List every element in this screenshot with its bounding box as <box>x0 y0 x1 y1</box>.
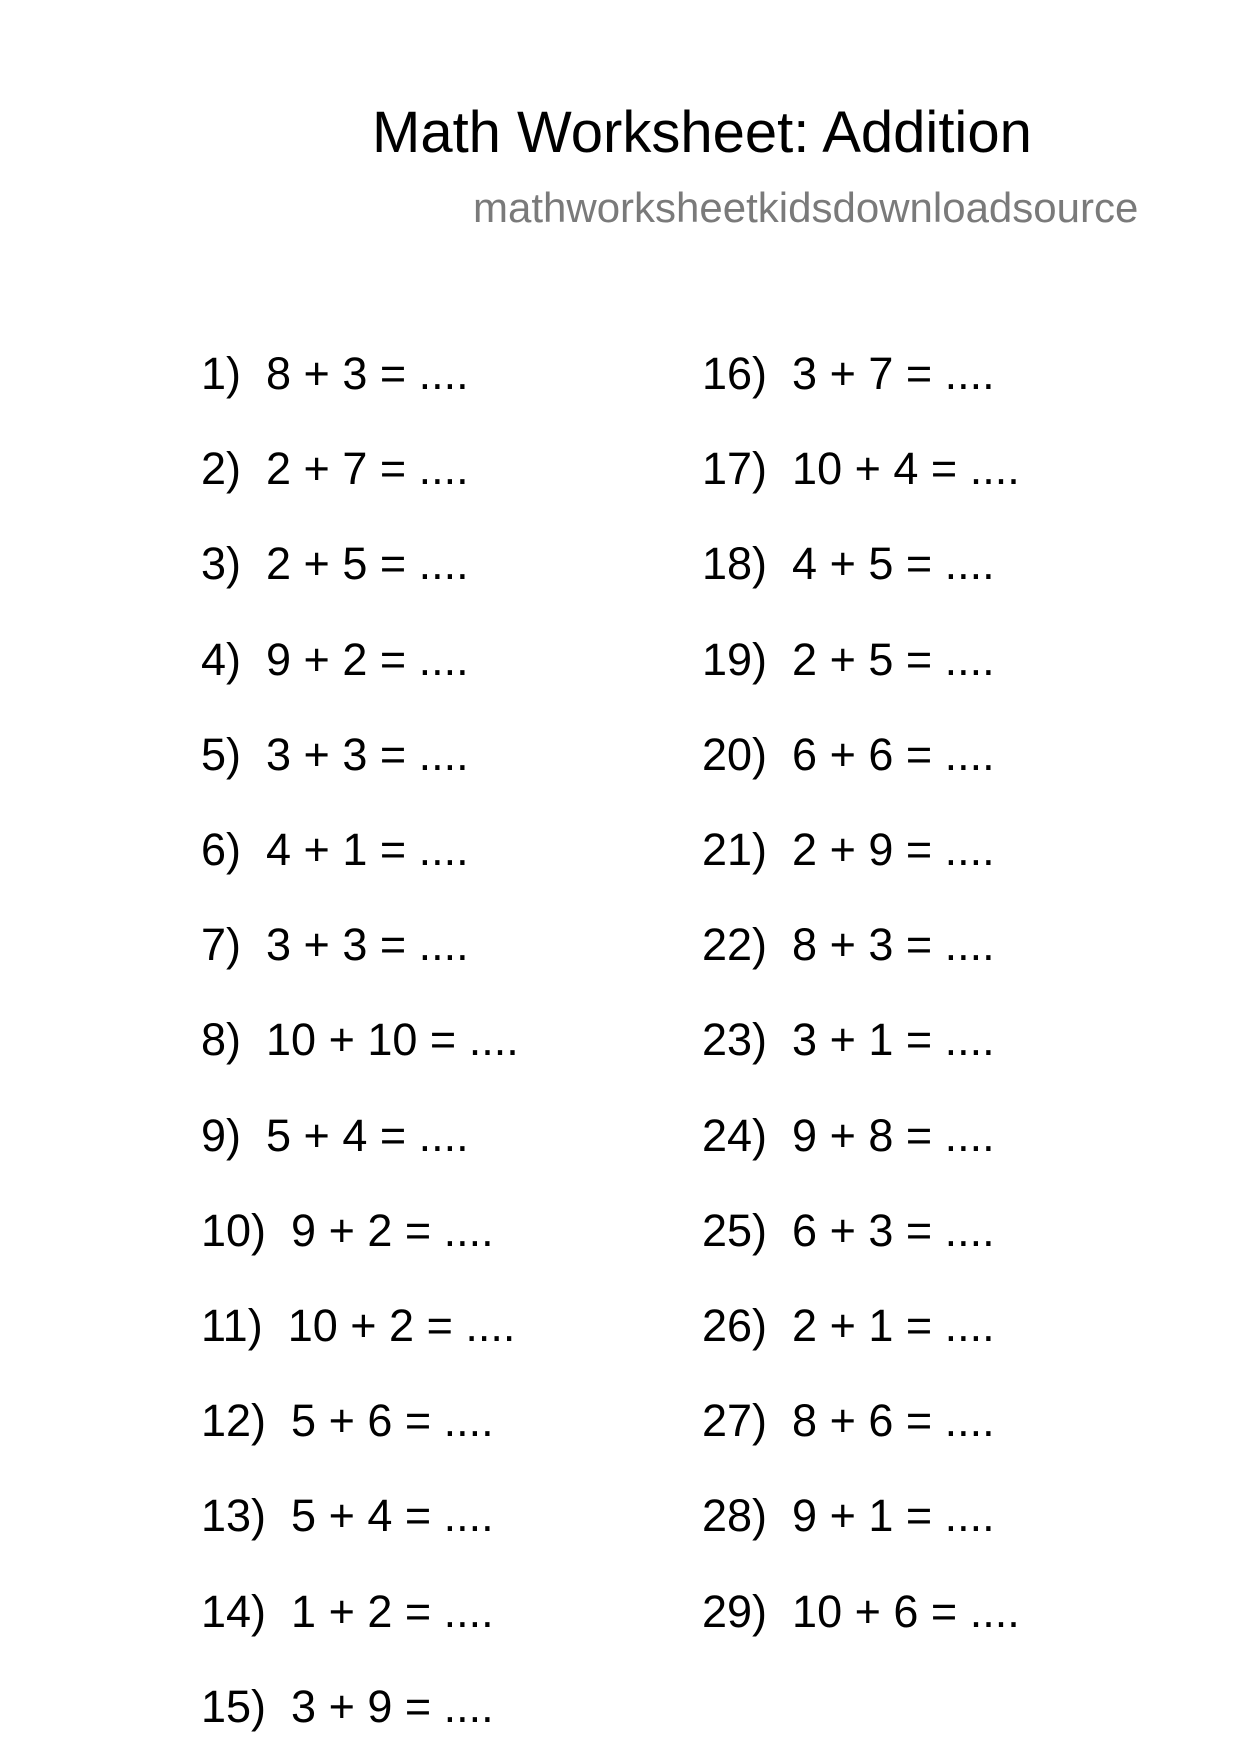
problem-number: 18) <box>702 538 768 589</box>
problem-expression: 6 + 3 = .... <box>792 1205 995 1256</box>
problem-expression: 1 + 2 = .... <box>291 1586 494 1637</box>
problem-number: 21) <box>702 824 768 875</box>
problem-expression: 3 + 1 = .... <box>792 1014 995 1065</box>
problem-item <box>702 729 995 781</box>
problem-expression: 2 + 7 = .... <box>266 443 469 494</box>
problem-number: 9) <box>201 1110 242 1161</box>
problem-number: 8) <box>201 1014 242 1065</box>
problem-item <box>702 1395 995 1447</box>
problem-number: 10) <box>201 1205 267 1256</box>
problem-number: 4) <box>201 634 242 685</box>
problem-expression: 8 + 3 = .... <box>266 348 469 399</box>
problem-number: 14) <box>201 1586 267 1637</box>
problem-expression: 8 + 3 = .... <box>792 919 995 970</box>
problem-item <box>702 538 995 590</box>
problem-number: 19) <box>702 634 768 685</box>
problem-expression: 2 + 1 = .... <box>792 1300 995 1351</box>
problem-number: 12) <box>201 1395 267 1446</box>
problem-item <box>702 824 995 876</box>
problem-expression: 9 + 8 = .... <box>792 1110 995 1161</box>
problem-expression: 10 + 6 = .... <box>792 1586 1020 1637</box>
problem-expression: 3 + 3 = .... <box>266 919 469 970</box>
problem-expression: 8 + 6 = .... <box>792 1395 995 1446</box>
problem-item <box>702 1110 995 1162</box>
problem-item <box>201 824 469 876</box>
problem-expression: 10 + 4 = .... <box>792 443 1020 494</box>
problem-item <box>201 1395 494 1447</box>
problem-item <box>702 634 995 686</box>
problem-item <box>702 348 995 400</box>
problem-item <box>702 1586 1020 1638</box>
problem-item <box>702 443 1020 495</box>
problem-expression: 9 + 2 = .... <box>291 1205 494 1256</box>
problem-number: 2) <box>201 443 242 494</box>
problem-item <box>201 1681 494 1733</box>
problem-number: 17) <box>702 443 768 494</box>
problem-item <box>702 1205 995 1257</box>
problem-expression: 5 + 4 = .... <box>266 1110 469 1161</box>
problem-expression: 10 + 10 = .... <box>266 1014 519 1065</box>
problem-item <box>702 1014 995 1066</box>
page-title: Math Worksheet: Addition <box>372 100 1032 165</box>
problem-expression: 2 + 5 = .... <box>266 538 469 589</box>
problem-number: 22) <box>702 919 768 970</box>
problem-item <box>702 919 995 971</box>
problem-number: 23) <box>702 1014 768 1065</box>
problem-item <box>201 919 469 971</box>
problem-item <box>201 1110 469 1162</box>
problem-number: 3) <box>201 538 242 589</box>
problem-expression: 9 + 1 = .... <box>792 1490 995 1541</box>
problem-number: 7) <box>201 919 242 970</box>
problem-expression: 2 + 9 = .... <box>792 824 995 875</box>
problem-number: 25) <box>702 1205 768 1256</box>
problem-number: 1) <box>201 348 242 399</box>
problem-item <box>201 1014 519 1066</box>
problem-number: 26) <box>702 1300 768 1351</box>
problem-expression: 4 + 1 = .... <box>266 824 469 875</box>
problem-expression: 10 + 2 = .... <box>287 1300 516 1351</box>
problem-number: 28) <box>702 1490 768 1541</box>
problem-expression: 9 + 2 = .... <box>266 634 469 685</box>
problem-number: 15) <box>201 1681 267 1732</box>
problem-expression: 2 + 5 = .... <box>792 634 995 685</box>
problem-expression: 3 + 9 = .... <box>291 1681 494 1732</box>
problem-expression: 3 + 7 = .... <box>792 348 995 399</box>
problem-item <box>201 1300 515 1352</box>
problem-number: 16) <box>702 348 768 399</box>
problem-item <box>201 1205 494 1257</box>
problem-number: 29) <box>702 1586 768 1637</box>
problem-number: 24) <box>702 1110 768 1161</box>
problem-expression: 4 + 5 = .... <box>792 538 995 589</box>
problem-item <box>201 1490 494 1542</box>
problem-expression: 5 + 4 = .... <box>291 1490 494 1541</box>
problem-number: 11) <box>201 1300 263 1351</box>
problem-number: 6) <box>201 824 242 875</box>
problem-number: 13) <box>201 1490 267 1541</box>
problem-number: 27) <box>702 1395 768 1446</box>
problem-expression: 5 + 6 = .... <box>291 1395 494 1446</box>
problem-number: 20) <box>702 729 768 780</box>
problem-item <box>201 1586 494 1638</box>
problem-item <box>201 729 469 781</box>
problem-expression: 6 + 6 = .... <box>792 729 995 780</box>
problem-item <box>201 348 469 400</box>
problem-item <box>201 538 469 590</box>
problem-number: 5) <box>201 729 242 780</box>
problem-item <box>702 1490 995 1542</box>
problem-item <box>702 1300 995 1352</box>
problem-expression: 3 + 3 = .... <box>266 729 469 780</box>
problem-item <box>201 634 469 686</box>
source-label: mathworksheetkidsdownloadsource <box>473 184 1139 231</box>
problem-item <box>201 443 469 495</box>
